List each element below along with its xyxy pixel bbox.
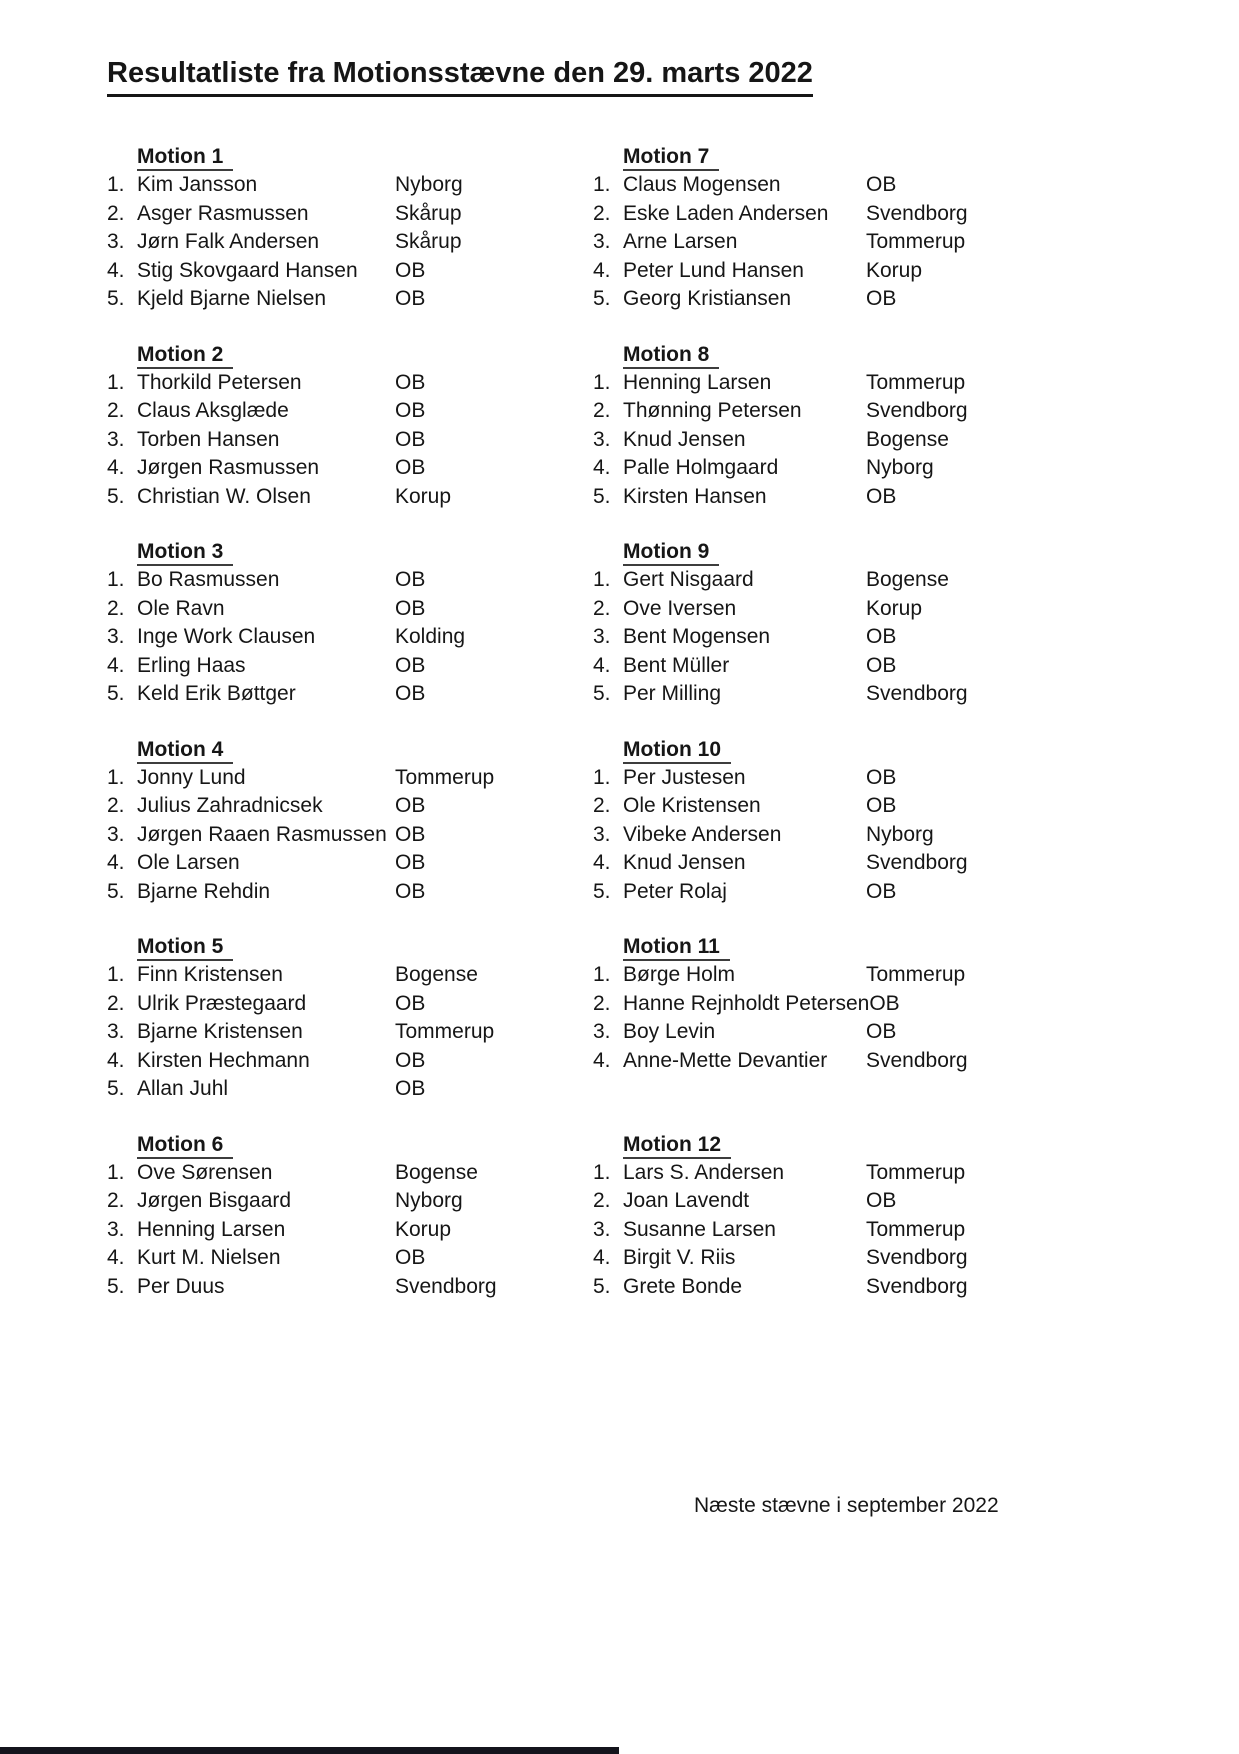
result-row: [107, 566, 637, 594]
section-heading: [137, 143, 637, 171]
result-row: [107, 849, 637, 877]
result-name: Ulrik Præstegaard: [137, 991, 307, 1015]
result-club: Tommerup: [866, 963, 966, 987]
result-club: OB: [395, 1077, 426, 1101]
result-rank: 2.: [107, 1189, 125, 1213]
result-club: OB: [395, 794, 426, 818]
result-rank: 3.: [593, 1217, 611, 1241]
result-name: Claus Aksglæde: [137, 399, 289, 423]
result-row: [593, 821, 1123, 849]
motion-section: [107, 143, 637, 341]
result-club: Svendborg: [866, 1274, 968, 1298]
result-rank: 4.: [593, 1246, 611, 1270]
result-rank: 1.: [593, 1160, 611, 1184]
result-rank: 2.: [107, 596, 125, 620]
result-club: Bogense: [866, 568, 949, 592]
result-row: [107, 652, 637, 680]
result-rank: 3.: [593, 822, 611, 846]
result-row: [593, 990, 1123, 1018]
result-rank: 5.: [107, 682, 125, 706]
result-club: OB: [866, 1020, 897, 1044]
result-club: OB: [395, 851, 426, 875]
result-rank: 3.: [107, 1217, 125, 1241]
result-name: Susanne Larsen: [623, 1217, 776, 1241]
result-club: OB: [866, 625, 897, 649]
result-club: Svendborg: [866, 1048, 968, 1072]
result-name: Eske Laden Andersen: [623, 201, 829, 225]
result-club: Korup: [395, 1217, 452, 1241]
result-club: OB: [395, 682, 426, 706]
result-name: Claus Mogensen: [623, 173, 781, 197]
result-row: [593, 454, 1123, 482]
result-row: [107, 961, 637, 989]
result-name: Jørn Falk Andersen: [137, 230, 320, 254]
motion-section: [107, 538, 637, 736]
result-club: OB: [866, 879, 897, 903]
section-heading: [137, 736, 637, 764]
section-heading-text: Motion 4: [137, 738, 233, 764]
section-heading: [623, 736, 1123, 764]
result-club: Kolding: [395, 625, 466, 649]
result-name: Peter Lund Hansen: [623, 258, 804, 282]
result-rank: 4.: [593, 456, 611, 480]
result-name: Thorkild Petersen: [137, 370, 302, 394]
result-row: [107, 1273, 637, 1301]
result-row: [107, 821, 637, 849]
result-rank: 2.: [593, 399, 611, 423]
result-club: Nyborg: [395, 173, 463, 197]
result-name: Anne-Mette Devantier: [623, 1048, 828, 1072]
result-name: Peter Rolaj: [623, 879, 727, 903]
result-row: [107, 623, 637, 651]
result-rank: 4.: [107, 653, 125, 677]
result-club: OB: [395, 653, 426, 677]
result-rank: 2.: [593, 596, 611, 620]
result-rank: 5.: [107, 287, 125, 311]
result-rank: 4.: [107, 258, 125, 282]
motion-section: [593, 143, 1123, 341]
motion-section: [593, 933, 1123, 1131]
result-row: [107, 200, 637, 228]
result-name: Grete Bonde: [623, 1274, 743, 1298]
result-row: [593, 849, 1123, 877]
result-row: [593, 1216, 1123, 1244]
result-name: Kim Jansson: [137, 173, 258, 197]
result-club: OB: [866, 484, 897, 508]
result-row: [593, 228, 1123, 256]
result-name: Birgit V. Riis: [623, 1246, 736, 1270]
result-row: [107, 680, 637, 708]
result-rank: 4.: [107, 851, 125, 875]
result-club: Korup: [866, 596, 923, 620]
result-club: OB: [869, 991, 900, 1015]
result-row: [593, 764, 1123, 792]
result-row: [593, 623, 1123, 651]
result-row: [107, 1159, 637, 1187]
result-name: Georg Kristiansen: [623, 287, 792, 311]
result-row: [593, 483, 1123, 511]
result-club: Bogense: [395, 963, 478, 987]
result-rank: 1.: [593, 963, 611, 987]
result-rank: 5.: [107, 879, 125, 903]
result-name: Boy Levin: [623, 1020, 716, 1044]
result-rank: 1.: [107, 370, 125, 394]
result-row: [593, 426, 1123, 454]
result-rank: 5.: [593, 1274, 611, 1298]
result-name: Henning Larsen: [623, 370, 772, 394]
result-row: [593, 257, 1123, 285]
result-rank: 5.: [593, 287, 611, 311]
result-row: [593, 285, 1123, 313]
result-row: [593, 1187, 1123, 1215]
result-club: OB: [866, 794, 897, 818]
result-name: Keld Erik Bøttger: [137, 682, 296, 706]
result-rank: 5.: [593, 682, 611, 706]
result-name: Jonny Lund: [137, 765, 246, 789]
result-row: [593, 1244, 1123, 1272]
section-heading-text: Motion 8: [623, 343, 719, 369]
result-name: Kirsten Hansen: [623, 484, 767, 508]
result-club: Tommerup: [395, 765, 495, 789]
section-heading-text: Motion 9: [623, 540, 719, 566]
result-club: Korup: [866, 258, 923, 282]
section-heading: [623, 341, 1123, 369]
result-row: [107, 228, 637, 256]
result-club: Bogense: [395, 1160, 478, 1184]
result-rank: 3.: [107, 1020, 125, 1044]
result-row: [107, 369, 637, 397]
result-name: Ove Sørensen: [137, 1160, 273, 1184]
result-club: OB: [395, 568, 426, 592]
result-club: Svendborg: [395, 1274, 497, 1298]
result-rank: 4.: [107, 456, 125, 480]
page-title: Resultatliste fra Motionsstævne den 29. marts 2022: [107, 57, 813, 97]
result-rank: 4.: [593, 653, 611, 677]
result-row: [107, 397, 637, 425]
result-club: Svendborg: [866, 201, 968, 225]
section-heading-text: Motion 5: [137, 935, 233, 961]
result-club: OB: [866, 1189, 897, 1213]
result-rank: 1.: [593, 568, 611, 592]
result-row: [593, 200, 1123, 228]
result-name: Inge Work Clausen: [137, 625, 316, 649]
motion-section: [593, 736, 1123, 934]
result-row: [107, 454, 637, 482]
result-rank: 1.: [107, 568, 125, 592]
result-club: Svendborg: [866, 1246, 968, 1270]
result-rank: 3.: [107, 427, 125, 451]
result-rank: 2.: [593, 794, 611, 818]
section-heading-text: Motion 3: [137, 540, 233, 566]
result-name: Bo Rasmussen: [137, 568, 280, 592]
result-club: Svendborg: [866, 682, 968, 706]
result-club: Bogense: [866, 427, 949, 451]
result-name: Bent Mogensen: [623, 625, 771, 649]
result-club: Skårup: [395, 230, 462, 254]
result-name: Jørgen Raaen Rasmussen: [137, 822, 387, 846]
result-rank: 5.: [107, 484, 125, 508]
result-name: Joan Lavendt: [623, 1189, 750, 1213]
motion-section: [593, 1131, 1123, 1329]
result-club: OB: [866, 287, 897, 311]
result-rank: 2.: [107, 794, 125, 818]
result-row: [107, 764, 637, 792]
result-name: Per Milling: [623, 682, 722, 706]
result-club: OB: [395, 822, 426, 846]
result-club: OB: [395, 456, 426, 480]
result-club: Nyborg: [395, 1189, 463, 1213]
result-club: Tommerup: [395, 1020, 495, 1044]
section-heading: [623, 538, 1123, 566]
result-club: Tommerup: [866, 1160, 966, 1184]
result-rank: 1.: [107, 963, 125, 987]
result-club: OB: [395, 879, 426, 903]
result-club: Svendborg: [866, 851, 968, 875]
result-row: [107, 990, 637, 1018]
result-name: Bjarne Kristensen: [137, 1020, 303, 1044]
result-name: Gert Nisgaard: [623, 568, 754, 592]
result-name: Kjeld Bjarne Nielsen: [137, 287, 327, 311]
motion-section: [107, 1131, 637, 1329]
motion-section: [107, 736, 637, 934]
result-rank: 5.: [593, 484, 611, 508]
result-club: OB: [395, 427, 426, 451]
result-row: [107, 595, 637, 623]
next-event-note: Næste stævne i september 2022: [694, 1494, 999, 1517]
result-name: Kurt M. Nielsen: [137, 1246, 281, 1270]
section-heading: [137, 341, 637, 369]
motion-section: [107, 933, 637, 1131]
result-rank: 4.: [107, 1048, 125, 1072]
result-rank: 2.: [107, 399, 125, 423]
result-name: Knud Jensen: [623, 427, 746, 451]
result-club: Tommerup: [866, 370, 966, 394]
result-name: Jørgen Bisgaard: [137, 1189, 292, 1213]
result-row: [593, 566, 1123, 594]
result-name: Erling Haas: [137, 653, 246, 677]
result-rank: 2.: [593, 991, 611, 1015]
result-club: Nyborg: [866, 822, 934, 846]
section-heading-text: Motion 10: [623, 738, 731, 764]
result-rank: 5.: [107, 1274, 125, 1298]
result-row: [107, 257, 637, 285]
result-row: [593, 595, 1123, 623]
result-name: Ole Ravn: [137, 596, 225, 620]
result-rank: 3.: [107, 625, 125, 649]
result-rank: 2.: [593, 201, 611, 225]
result-row: [593, 1018, 1123, 1046]
result-rank: 1.: [593, 765, 611, 789]
result-name: Thønning Petersen: [623, 399, 802, 423]
result-rank: 4.: [593, 258, 611, 282]
result-rank: 5.: [593, 879, 611, 903]
result-club: Tommerup: [866, 1217, 966, 1241]
section-heading-text: Motion 6: [137, 1133, 233, 1159]
section-heading-text: Motion 7: [623, 145, 719, 171]
result-club: OB: [395, 991, 426, 1015]
result-row: [593, 369, 1123, 397]
result-club: Tommerup: [866, 230, 966, 254]
result-name: Torben Hansen: [137, 427, 280, 451]
result-row: [593, 397, 1123, 425]
result-row: [107, 1018, 637, 1046]
result-club: OB: [866, 653, 897, 677]
result-row: [107, 1216, 637, 1244]
result-rank: 3.: [107, 822, 125, 846]
result-rank: 2.: [107, 201, 125, 225]
result-name: Per Duus: [137, 1274, 225, 1298]
section-heading-text: Motion 11: [623, 935, 730, 961]
result-club: Skårup: [395, 201, 462, 225]
section-heading-text: Motion 2: [137, 343, 233, 369]
result-name: Christian W. Olsen: [137, 484, 311, 508]
section-heading: [137, 1131, 637, 1159]
result-row: [593, 680, 1123, 708]
result-name: Knud Jensen: [623, 851, 746, 875]
result-rank: 3.: [593, 625, 611, 649]
result-row: [107, 285, 637, 313]
result-club: OB: [395, 1048, 426, 1072]
result-name: Kirsten Hechmann: [137, 1048, 310, 1072]
section-heading: [623, 1131, 1123, 1159]
result-club: OB: [866, 765, 897, 789]
result-name: Asger Rasmussen: [137, 201, 309, 225]
result-club: OB: [395, 596, 426, 620]
result-name: Hanne Rejnholdt Petersen: [623, 991, 870, 1015]
result-club: Svendborg: [866, 399, 968, 423]
result-rank: 1.: [593, 173, 611, 197]
motion-section: [593, 538, 1123, 736]
result-name: Ole Kristensen: [623, 794, 761, 818]
result-name: Stig Skovgaard Hansen: [137, 258, 358, 282]
section-heading: [137, 933, 637, 961]
result-rank: 2.: [593, 1189, 611, 1213]
result-rank: 3.: [593, 230, 611, 254]
result-name: Julius Zahradnicsek: [137, 794, 323, 818]
result-row: [107, 171, 637, 199]
result-club: OB: [866, 173, 897, 197]
result-club: OB: [395, 1246, 426, 1270]
result-club: Korup: [395, 484, 452, 508]
result-name: Lars S. Andersen: [623, 1160, 785, 1184]
result-name: Ole Larsen: [137, 851, 240, 875]
result-row: [593, 1047, 1123, 1075]
result-row: [107, 483, 637, 511]
result-club: OB: [395, 287, 426, 311]
result-rank: 4.: [593, 851, 611, 875]
result-row: [593, 171, 1123, 199]
result-club: Nyborg: [866, 456, 934, 480]
result-row: [593, 961, 1123, 989]
result-rank: 5.: [107, 1077, 125, 1101]
bottom-edge-bar: [0, 1747, 619, 1754]
result-name: Vibeke Andersen: [623, 822, 782, 846]
result-name: Henning Larsen: [137, 1217, 286, 1241]
section-heading: [137, 538, 637, 566]
result-row: [593, 652, 1123, 680]
result-row: [593, 1159, 1123, 1187]
result-rank: 1.: [107, 173, 125, 197]
result-name: Arne Larsen: [623, 230, 738, 254]
motion-section: [593, 341, 1123, 539]
result-name: Finn Kristensen: [137, 963, 283, 987]
result-name: Per Justesen: [623, 765, 746, 789]
result-rank: 1.: [107, 765, 125, 789]
motion-section: [107, 341, 637, 539]
result-name: Bent Müller: [623, 653, 730, 677]
result-row: [107, 426, 637, 454]
result-name: Bjarne Rehdin: [137, 879, 271, 903]
result-name: Børge Holm: [623, 963, 736, 987]
result-rank: 3.: [593, 427, 611, 451]
result-name: Ove Iversen: [623, 596, 737, 620]
result-row: [107, 1244, 637, 1272]
section-heading-text: Motion 12: [623, 1133, 731, 1159]
result-row: [593, 1273, 1123, 1301]
result-rank: 4.: [593, 1048, 611, 1072]
result-rank: 2.: [107, 991, 125, 1015]
results-column-right: [593, 143, 1123, 1328]
result-name: Palle Holmgaard: [623, 456, 779, 480]
result-club: OB: [395, 370, 426, 394]
result-rank: 4.: [107, 1246, 125, 1270]
result-rank: 3.: [107, 230, 125, 254]
result-row: [107, 792, 637, 820]
result-rank: 3.: [593, 1020, 611, 1044]
section-heading: [623, 933, 1123, 961]
result-name: Allan Juhl: [137, 1077, 229, 1101]
results-column-left: [107, 143, 637, 1328]
result-rank: 1.: [593, 370, 611, 394]
result-row: [593, 878, 1123, 906]
result-club: OB: [395, 399, 426, 423]
section-heading: [623, 143, 1123, 171]
result-name: Jørgen Rasmussen: [137, 456, 320, 480]
section-heading-text: Motion 1: [137, 145, 233, 171]
result-row: [107, 1047, 637, 1075]
result-rank: 1.: [107, 1160, 125, 1184]
result-row: [593, 792, 1123, 820]
result-row: [107, 1075, 637, 1103]
result-club: OB: [395, 258, 426, 282]
result-row: [107, 878, 637, 906]
result-row: [107, 1187, 637, 1215]
